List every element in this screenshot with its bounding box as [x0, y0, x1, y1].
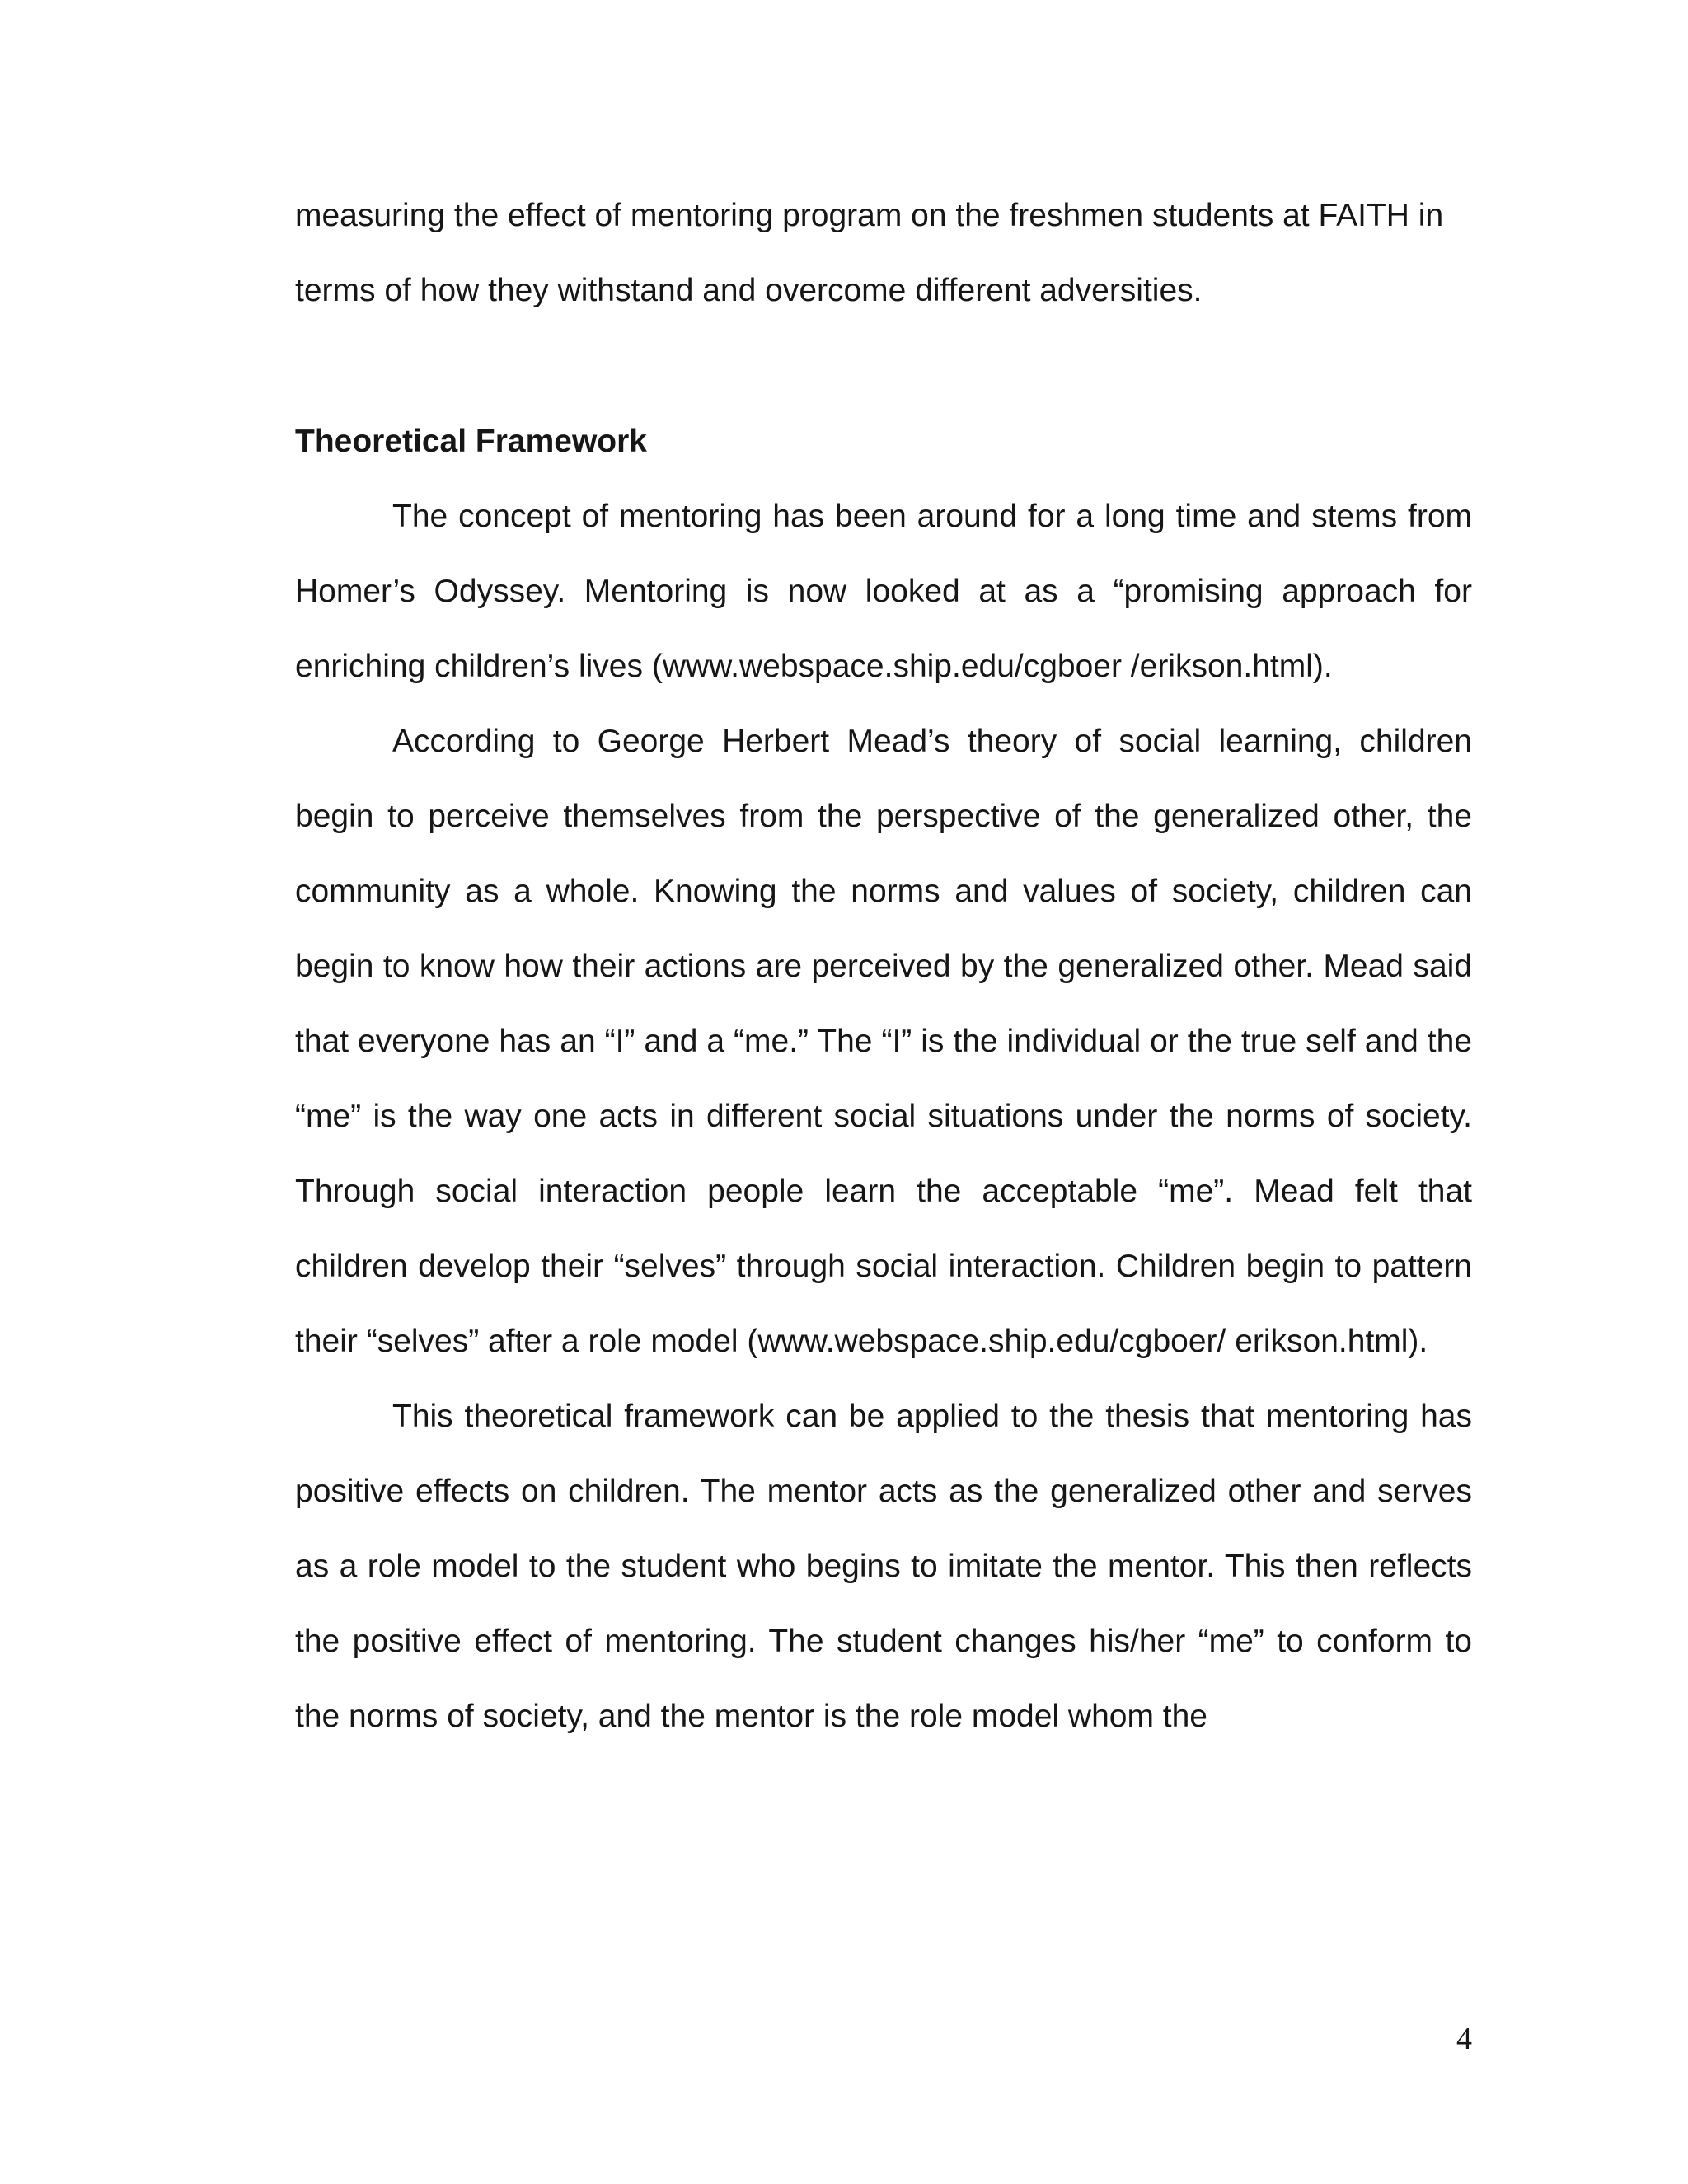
continuation-paragraph: measuring the effect of mentoring program on the freshmen students at FAITH in terms of how they withstand and overcome different adversities.: [295, 198, 1444, 308]
page-number: 4: [1456, 2022, 1472, 2056]
continuation-paragraph-block: [295, 178, 1472, 328]
paragraph-mead-theory: According to George Herbert Mead’s theory of social learning, children begin to perceive themselves from the perspective of the generalized other, the community as a whole. Knowing the norms and values of society, children can begin to know how their actions are perceived by the generalized other. Mead said that everyone has an “I” and a “me.” The “I” is the individual or the true self and the “me” is the way one acts in different social situations under the norms of society. Through social interaction people learn the acceptable “me”. Mead felt that children develop their “selves” through social interaction. Children begin to pattern their “selves” after a role model (www.webspace.ship.edu/cgboer/ erikson.html).: [295, 724, 1472, 1359]
body-text: [295, 479, 1472, 1754]
paragraph-mentoring-concept: The concept of mentoring has been around for a long time and stems from Homer’s Odyssey. Mentoring is now looked at as a “promising approach for enriching children’s lives (www.webspace.ship.edu/cgboer /erikson.html).: [295, 499, 1472, 684]
section-heading: Theoretical Framework: [295, 424, 647, 459]
paragraph-framework-application: This theoretical framework can be applied to the thesis that mentoring has positive effects on children. The mentor acts as the generalized other and serves as a role model to the student who begins to imitate the mentor. This then reflects the positive effect of mentoring. The student changes his/her “me” to conform to the norms of society, and the mentor is the role model whom the: [295, 1399, 1472, 1734]
